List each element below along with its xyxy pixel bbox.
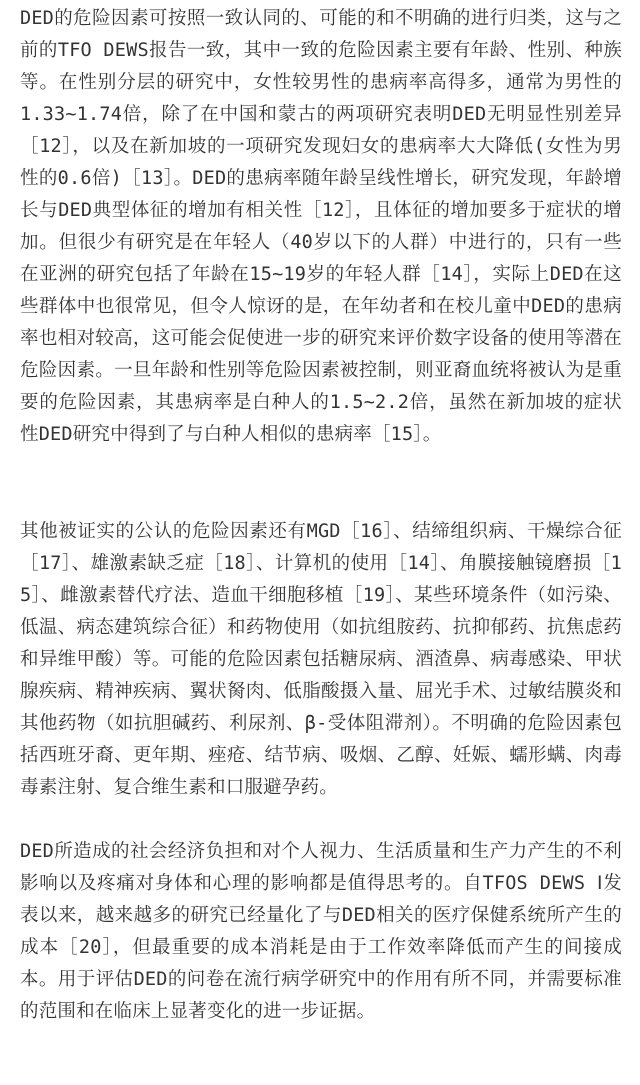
document-body: [20, 3, 622, 1028]
paragraph-risk-factors: DED的危险因素可按照一致认同的、可能的和不明确的进行归类，这与之前的TFO DEWS报告一致，其中一致的危险因素主要有年龄、性别、种族等。在性别分层的研究中，女性较男性的患病率高得多，通常为男性的1.33~1.74倍，除了在中国和蒙古的两项研究表明DED无明显性别差异［12］，以及在新加坡的一项研究发现妇女的患病率大大降低(女性为男性的0.6倍)［13］。DED的患病率随年龄呈线性增长，研究发现，年龄增长与DED典型体征的增加有相关性［12］，且体征的增加要多于症状的增加。但很少有研究是在年轻人（40岁以下的人群）中进行的，只有一些在亚洲的研究包括了年龄在15~19岁的年轻人群［14］，实际上DED在这些群体中也很常见，但令人惊讶的是，在年幼者和在校儿童中DED的患病率也相对较高，这可能会促使进一步的研究来评价数字设备的使用等潜在危险因素。一旦年龄和性别等危险因素被控制，则亚裔血统将被认为是重要的危险因素，其患病率是白种人的1.5~2.2倍，虽然在新加坡的症状性DED研究中得到了与白种人相似的患病率［15］。: [20, 8, 622, 445]
paragraph-economic-burden: DED所造成的社会经济负担和对个人视力、生活质量和生产力产生的不利影响以及疼痛对身体和心理的影响都是值得思考的。自TFOS DEWS Ⅰ发表以来，越来越多的研究已经量化了与DED相关的医疗保健系统所产生的成本［20］，但最重要的成本消耗是由于工作效率降低而产生的间接成本。用于评估DED的问卷在流行病学研究中的作用有所不同，并需要标准的范围和在临床上显著变化的进一步证据。: [20, 841, 622, 1022]
paragraph-other-risk-factors: 其他被证实的公认的危险因素还有MGD［16］、结缔组织病、干燥综合征［17］、雄激素缺乏症［18］、计算机的使用［14］、角膜接触镜磨损［15］、雌激素替代疗法、造血干细胞移植［19］、某些环境条件（如污染、低温、病态建筑综合征）和药物使用（如抗组胺药、抗抑郁药、抗焦虑药和异维甲酸）等。可能的危险因素包括糖尿病、酒渣鼻、病毒感染、甲状腺疾病、精神疾病、翼状胬肉、低脂酸摄入量、屈光手术、过敏结膜炎和其他药物（如抗胆碱药、利尿剂、β-受体阻滞剂）。不明确的危险因素包括西班牙裔、更年期、痤疮、结节病、吸烟、乙醇、妊娠、蠕形螨、肉毒毒素注射、复合维生素和口服避孕药。: [20, 521, 622, 798]
